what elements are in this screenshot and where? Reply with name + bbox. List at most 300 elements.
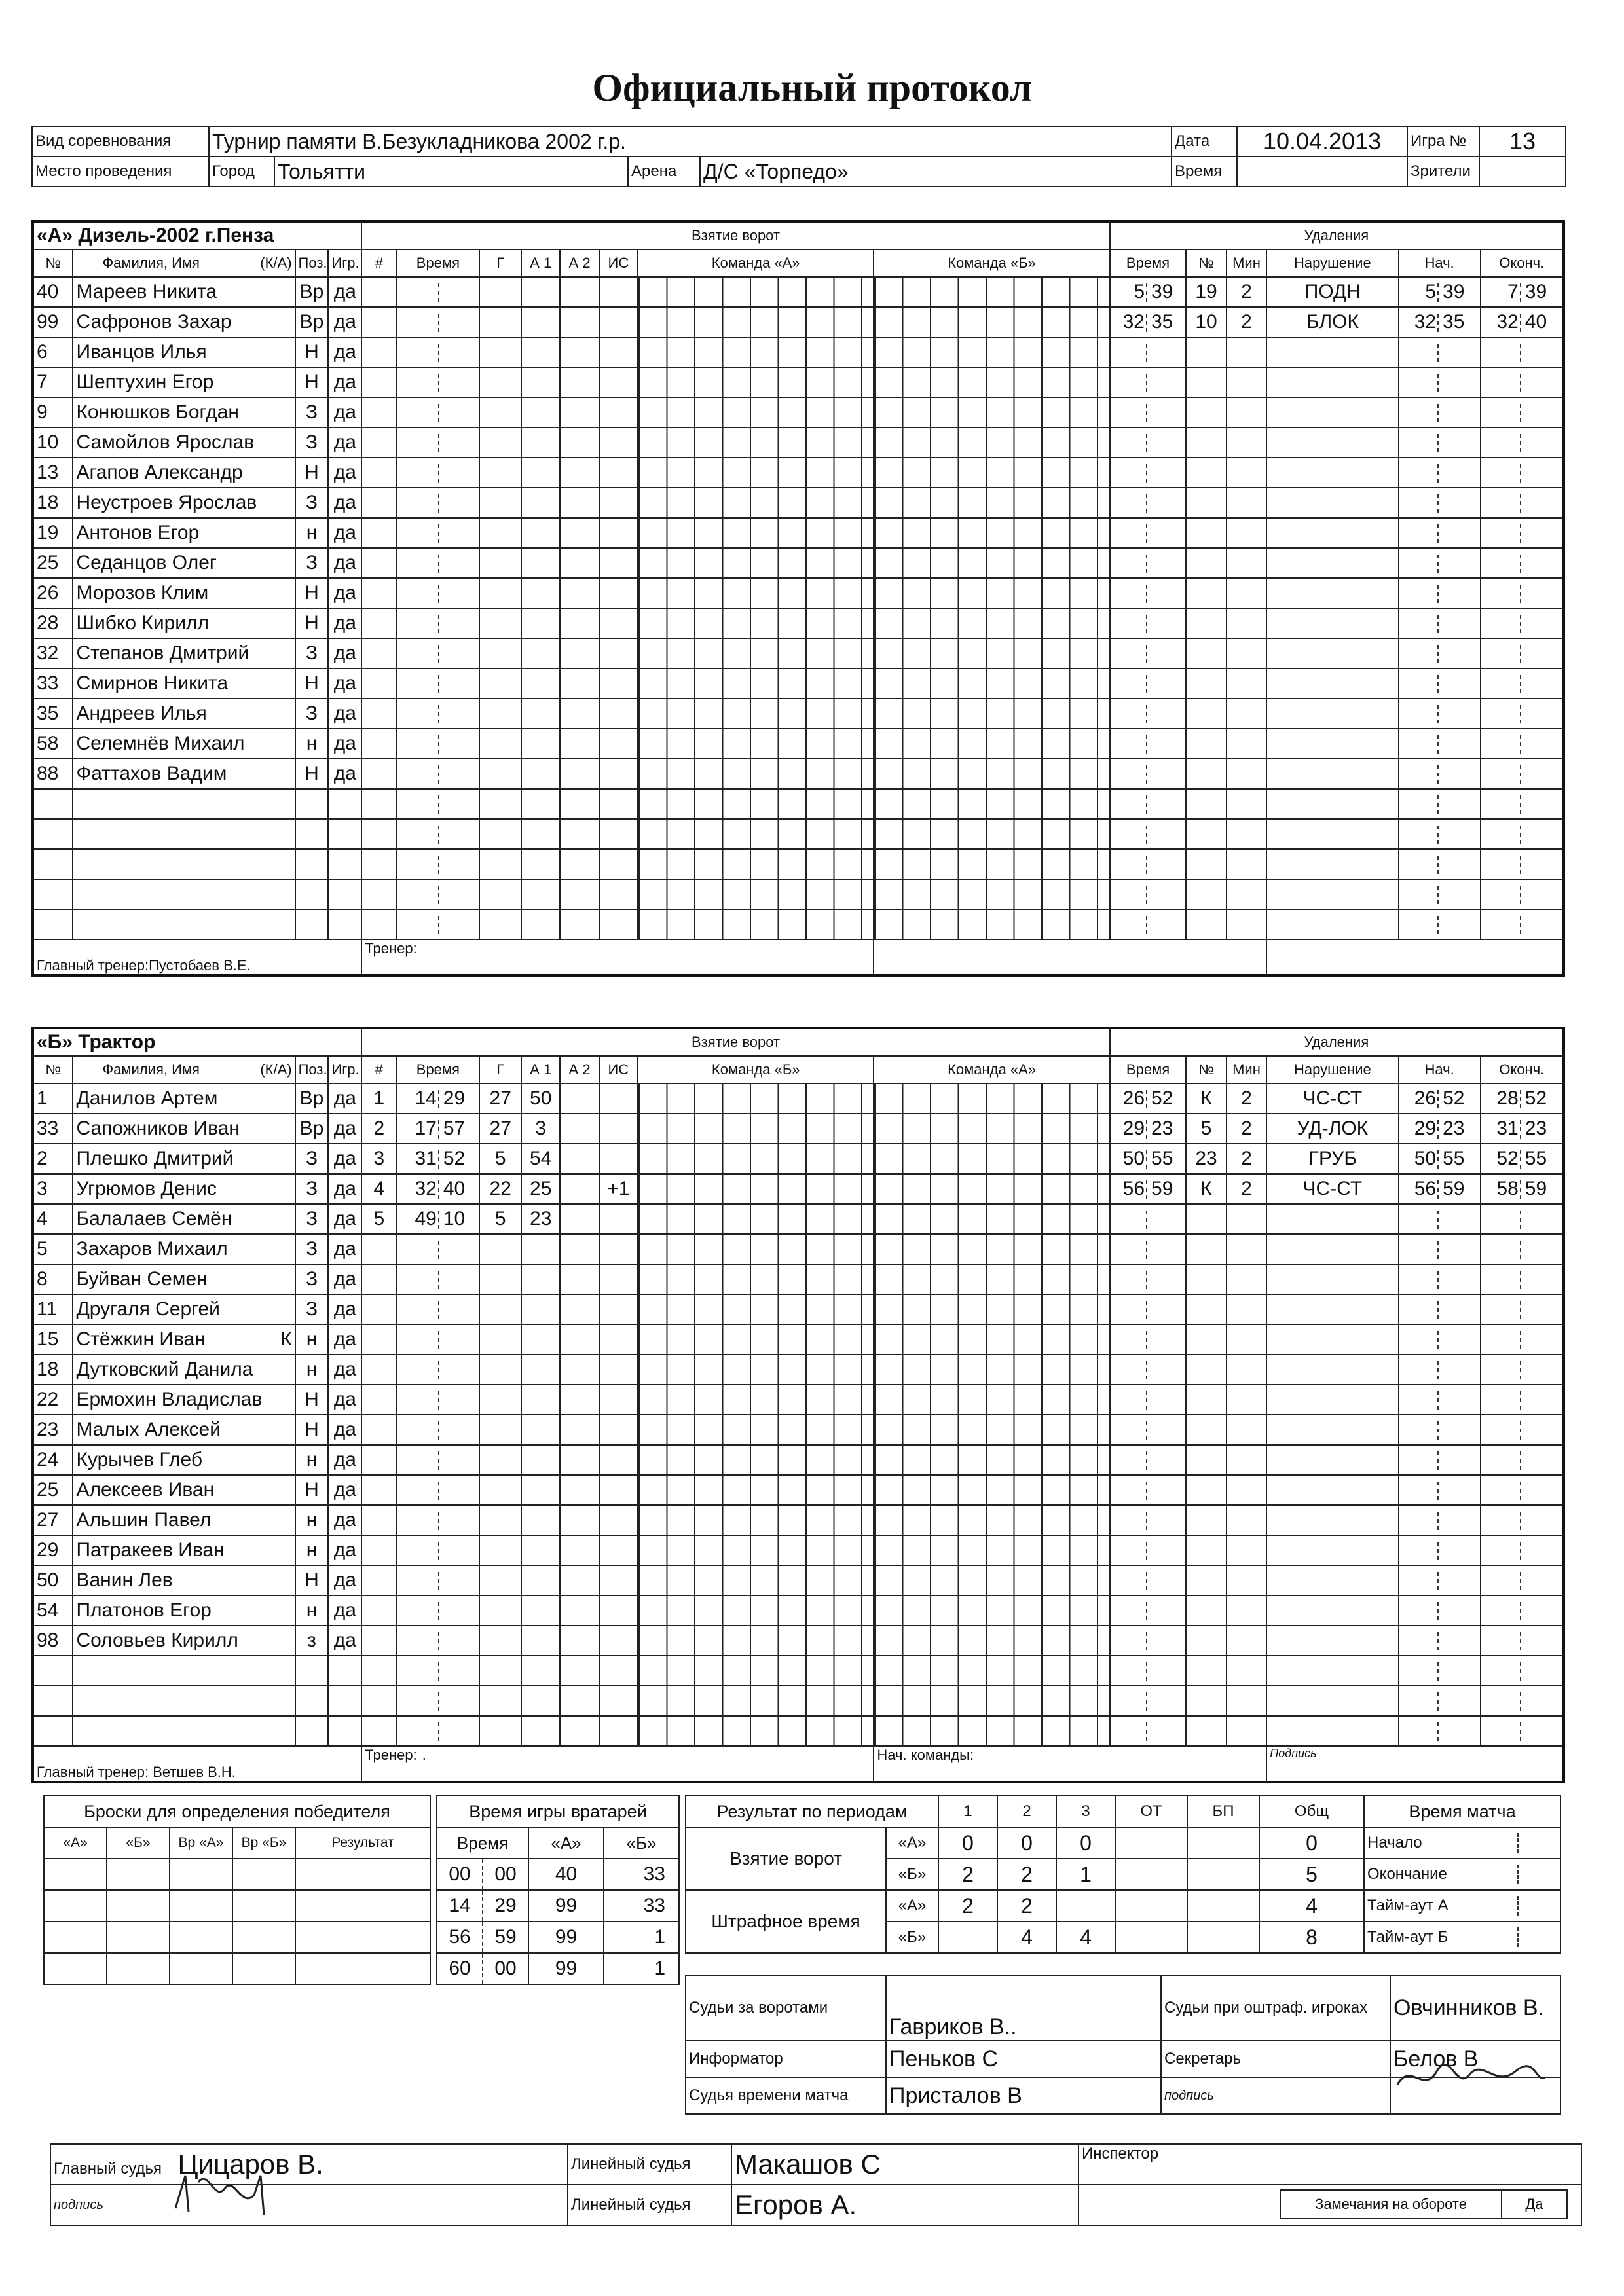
player-played: да (328, 1084, 361, 1114)
team-first-onice (638, 578, 874, 608)
onice-grid (874, 1114, 1109, 1143)
shootout-cell (44, 1953, 107, 1984)
table-row (33, 1595, 1564, 1626)
time-separator (1520, 1361, 1524, 1379)
time-separator (1437, 1090, 1441, 1108)
shootout-cell (107, 1890, 170, 1922)
time-separator (1146, 1301, 1150, 1319)
player-played (328, 1656, 361, 1686)
penalty-time (1110, 1114, 1187, 1144)
player-ka (240, 337, 295, 367)
goal-assist2 (560, 1595, 599, 1626)
time-separator (1146, 1421, 1150, 1440)
player-pos (295, 909, 329, 939)
penalty-minutes (1227, 1595, 1266, 1626)
goal-no (361, 819, 396, 849)
penalty-start (1399, 1174, 1481, 1204)
penalty-minutes (1227, 458, 1266, 488)
penalty-end (1481, 759, 1564, 789)
goal-assist1 (521, 1716, 560, 1746)
secretary-signature (1391, 2058, 1548, 2098)
player-ka (240, 759, 295, 789)
team_a-header-pen-min: Мин (1227, 249, 1266, 277)
period-value (1187, 1827, 1259, 1859)
onice-grid (874, 1355, 1109, 1384)
goal-assist1 (521, 458, 560, 488)
onice-grid (874, 1626, 1109, 1655)
penalty-end (1481, 1324, 1564, 1355)
team_b-header-pen-no: № (1186, 1056, 1226, 1084)
team-first-onice (638, 1355, 874, 1385)
penalty-player-no: 19 (1186, 277, 1226, 307)
penalty-time (1110, 1415, 1187, 1445)
penalty-start (1399, 397, 1481, 428)
team-first-onice (638, 1626, 874, 1656)
time-separator (1520, 1482, 1524, 1500)
penalty-violation (1266, 729, 1398, 759)
onice-grid (638, 1536, 873, 1565)
time-separator (1517, 1833, 1519, 1853)
penalty-time (1110, 1355, 1187, 1385)
team-first-onice (638, 909, 874, 939)
penalty-end-min: 52 (1496, 1148, 1519, 1169)
team_a-header-name-label: Фамилия, Имя (102, 255, 200, 271)
team_a-coach-label: Тренер: (365, 940, 417, 957)
penalty-judges-label: Судьи при оштраф. игроках (1161, 1975, 1390, 2041)
penalty-player-no (1186, 1355, 1226, 1385)
period-value: 2 (997, 1859, 1056, 1890)
penalty-end (1481, 1174, 1564, 1204)
player-name (73, 1656, 239, 1686)
goal-time (396, 458, 479, 488)
goal-assist1 (521, 1264, 560, 1294)
time-separator (1437, 826, 1441, 844)
player-pos (295, 879, 329, 909)
penalty-player-no (1186, 518, 1226, 548)
goal-assist1 (521, 518, 560, 548)
goal-assist2 (560, 1084, 599, 1114)
player-played: да (328, 668, 361, 699)
period-3-header: 3 (1056, 1796, 1115, 1827)
goal-time (396, 1595, 479, 1626)
player-name: Агапов Александр (73, 458, 239, 488)
player-played: да (328, 1324, 361, 1355)
secretary-signature-cell (1390, 2077, 1560, 2114)
goal-assist1 (521, 879, 560, 909)
player-name: Седанцов Олег (73, 548, 239, 578)
penalty-minutes (1227, 1415, 1266, 1445)
goal-scorer (479, 1324, 521, 1355)
player-name: Малых Алексей (73, 1415, 239, 1445)
goal-time (396, 608, 479, 638)
table-row (33, 1656, 1564, 1686)
onice-grid (638, 1084, 873, 1113)
shootout-cell (295, 1922, 430, 1953)
time-separator (1437, 464, 1441, 483)
player-pos: н (295, 1355, 329, 1385)
penalty-violation (1266, 548, 1398, 578)
player-pos: Н (295, 1565, 329, 1595)
period-value (1056, 1890, 1115, 1922)
goal-scorer (479, 759, 521, 789)
time-separator (1520, 916, 1524, 934)
goal-time (396, 879, 479, 909)
goal-assist1 (521, 1505, 560, 1535)
team-first-onice (638, 1324, 874, 1355)
period-value: 4 (1259, 1890, 1364, 1922)
player-pos: Н (295, 1475, 329, 1505)
penalty-player-no (1186, 1565, 1226, 1595)
goal-scorer (479, 879, 521, 909)
player-no: 13 (33, 458, 73, 488)
time-separator (1520, 705, 1524, 723)
time-separator (1146, 555, 1150, 573)
time-separator (1437, 856, 1441, 874)
penalty-minutes: 2 (1227, 1144, 1266, 1174)
player-played: да (328, 548, 361, 578)
player-name: Курычев Глеб (73, 1445, 239, 1475)
penalty-end-min: 7 (1507, 281, 1519, 302)
penalty-end (1481, 1626, 1564, 1656)
period-value: 1 (1056, 1859, 1115, 1890)
time-separator (438, 615, 442, 633)
player-no: 25 (33, 1475, 73, 1505)
time-separator (1146, 1602, 1150, 1620)
match-time-value (1495, 1922, 1560, 1953)
time-separator (1146, 645, 1150, 663)
time-separator (438, 765, 442, 784)
team-second-onice (874, 729, 1109, 759)
goal-assist1: 25 (521, 1174, 560, 1204)
penalty-end-min: 58 (1496, 1178, 1519, 1199)
table-row (33, 1535, 1564, 1565)
player-played: да (328, 1475, 361, 1505)
penalty-minutes (1227, 578, 1266, 608)
goal-time (396, 1686, 479, 1716)
time-separator (1146, 404, 1150, 422)
goal-no (361, 1505, 396, 1535)
goal-time-min: 32 (415, 1178, 437, 1199)
penalty-time (1110, 729, 1187, 759)
goal-situation (599, 1264, 638, 1294)
player-name: Плешко Дмитрий (73, 1144, 239, 1174)
team-second-onice (874, 277, 1109, 307)
time-separator (1520, 1180, 1524, 1199)
penalty-end (1481, 1475, 1564, 1505)
goal-no (361, 518, 396, 548)
goal-situation (599, 789, 638, 819)
team-second-onice (874, 668, 1109, 699)
period-value: 2 (997, 1890, 1056, 1922)
table-row (33, 337, 1564, 367)
penalty-time (1110, 789, 1187, 819)
penalty-end (1481, 1144, 1564, 1174)
onice-grid (874, 820, 1109, 848)
time-separator (1146, 464, 1150, 483)
referee-label: Главный судья (54, 2160, 162, 2178)
onice-grid (874, 1235, 1109, 1264)
table-row (686, 1890, 1364, 1922)
player-no: 99 (33, 307, 73, 337)
time-separator (1520, 795, 1524, 814)
player-ka (240, 1716, 295, 1746)
goal-situation (599, 1415, 638, 1445)
goalie-time-min: 56 (437, 1922, 483, 1953)
goal-situation (599, 1656, 638, 1686)
shootout-col: Результат (295, 1827, 430, 1859)
team_a-header-time: Время (396, 249, 479, 277)
penalty-end (1481, 1716, 1564, 1746)
team-first-onice (638, 1264, 874, 1294)
penalty-minutes (1227, 789, 1266, 819)
table-row (44, 1859, 430, 1890)
time-separator (1437, 1361, 1441, 1379)
penalty-start (1399, 1294, 1481, 1324)
team-second-onice (874, 397, 1109, 428)
team_a-header-is: ИС (599, 249, 638, 277)
penalty-end (1481, 1294, 1564, 1324)
team_a-roster-table (31, 220, 1565, 977)
onice-grid (638, 1114, 873, 1143)
onice-grid (638, 338, 873, 367)
goal-situation (599, 578, 638, 608)
player-name: Стёжкин Иван (73, 1324, 239, 1355)
goal-time (396, 1716, 479, 1746)
penalty-end (1481, 608, 1564, 638)
goal-assist2 (560, 1264, 599, 1294)
goal-assist2 (560, 1174, 599, 1204)
goal-situation (599, 1445, 638, 1475)
time-separator (1146, 434, 1150, 452)
team_a-header-pos: Поз. (295, 249, 329, 277)
onice-grid (874, 669, 1109, 698)
table-row (33, 668, 1564, 699)
time-separator (1520, 555, 1524, 573)
table-row (33, 759, 1564, 789)
player-no: 8 (33, 1264, 73, 1294)
time-separator (1437, 795, 1441, 814)
penalty-start-sec: 55 (1443, 1148, 1465, 1169)
onice-grid (638, 1144, 873, 1173)
team-first-onice (638, 819, 874, 849)
player-no (33, 789, 73, 819)
team-first-onice (638, 548, 874, 578)
player-pos (295, 1686, 329, 1716)
goal-time (396, 1505, 479, 1535)
goal-scorer (479, 548, 521, 578)
time-separator (438, 585, 442, 603)
goal-assist1 (521, 277, 560, 307)
onice-grid (874, 1265, 1109, 1294)
penalty-violation (1266, 638, 1398, 668)
goal-assist1 (521, 367, 560, 397)
penalty-start (1399, 1505, 1481, 1535)
goal-time-sec: 57 (443, 1118, 466, 1139)
goal-scorer: 5 (479, 1144, 521, 1174)
player-no (33, 909, 73, 939)
penalty-violation (1266, 367, 1398, 397)
penalty-player-no: К (1186, 1174, 1226, 1204)
goal-time (396, 1535, 479, 1565)
player-name: Сафронов Захар (73, 307, 239, 337)
penalty-violation (1266, 699, 1398, 729)
penalty-player-no (1186, 909, 1226, 939)
goal-situation (599, 1595, 638, 1626)
player-no: 54 (33, 1595, 73, 1626)
table-row (33, 1204, 1564, 1234)
goal-scorer (479, 1294, 521, 1324)
player-no: 88 (33, 759, 73, 789)
time-separator (1146, 1572, 1150, 1590)
time-separator (438, 1451, 442, 1470)
player-ka (240, 1445, 295, 1475)
player-no: 24 (33, 1445, 73, 1475)
time-separator (1146, 1120, 1150, 1139)
player-name: Буйван Семен (73, 1264, 239, 1294)
player-pos: н (295, 1324, 329, 1355)
match-time-title: Время матча (1364, 1796, 1560, 1827)
penalty-minutes (1227, 1535, 1266, 1565)
time-separator (1146, 856, 1150, 874)
time-separator (1520, 826, 1524, 844)
penalty-minutes (1227, 518, 1266, 548)
player-ka (240, 608, 295, 638)
player-played: да (328, 638, 361, 668)
period-value (1115, 1827, 1187, 1859)
player-name: Степанов Дмитрий (73, 638, 239, 668)
time-separator (438, 1662, 442, 1681)
shootout-cell (232, 1890, 295, 1922)
player-played: да (328, 1595, 361, 1626)
goal-situation (599, 1144, 638, 1174)
time-separator (438, 1722, 442, 1741)
goal-assist1 (521, 1626, 560, 1656)
onice-grid (638, 1506, 873, 1535)
time-separator (1146, 524, 1150, 543)
team-second-onice (874, 307, 1109, 337)
goal-situation (599, 1686, 638, 1716)
penalty-time (1110, 638, 1187, 668)
onice-grid (638, 790, 873, 818)
onice-grid (638, 1235, 873, 1264)
onice-grid (638, 579, 873, 608)
penalty-start-min: 26 (1414, 1087, 1437, 1109)
goal-assist2 (560, 1234, 599, 1264)
table-row (33, 1415, 1564, 1445)
shootout-cell (170, 1922, 232, 1953)
penalty-time (1110, 428, 1187, 458)
team_b-header-pen-time: Время (1110, 1056, 1187, 1084)
time-separator (1437, 916, 1441, 934)
player-name (73, 1716, 239, 1746)
match-time-item: Окончание (1364, 1859, 1495, 1890)
goal-scorer (479, 789, 521, 819)
period-value (1187, 1890, 1259, 1922)
goal-time (396, 428, 479, 458)
player-name: Антонов Егор (73, 518, 239, 548)
onice-grid (874, 1446, 1109, 1474)
penalty-violation (1266, 1355, 1398, 1385)
team_b-head-coach: Главный тренер: Ветшев В.Н. (33, 1746, 361, 1782)
player-pos: Вр (295, 307, 329, 337)
penalty-time-min: 26 (1122, 1087, 1145, 1109)
player-no: 25 (33, 548, 73, 578)
penalty-time (1110, 1716, 1187, 1746)
table-row (33, 367, 1564, 397)
player-ka (240, 1686, 295, 1716)
penalty-end (1481, 729, 1564, 759)
time-separator (438, 1632, 442, 1650)
player-name (73, 849, 239, 879)
penalty-time (1110, 458, 1187, 488)
penalty-time (1110, 337, 1187, 367)
table-row (686, 1827, 1364, 1859)
player-no (33, 819, 73, 849)
onice-grid (638, 699, 873, 728)
time-separator (438, 1271, 442, 1289)
time-separator (1146, 1482, 1150, 1500)
period-penalty-label: Штрафное время (686, 1890, 886, 1953)
penalty-end (1481, 1385, 1564, 1415)
player-no (33, 1716, 73, 1746)
penalty-start-sec: 39 (1443, 281, 1465, 302)
goal-time (396, 518, 479, 548)
penalty-violation (1266, 1264, 1398, 1294)
goal-assist1 (521, 307, 560, 337)
onice-grid (874, 1476, 1109, 1504)
goal-situation (599, 1204, 638, 1234)
player-played: да (328, 1294, 361, 1324)
player-pos: З (295, 1234, 329, 1264)
penalty-start (1399, 1234, 1481, 1264)
player-no: 98 (33, 1626, 73, 1656)
team_a-coach-cell (361, 939, 874, 975)
penalty-time (1110, 879, 1187, 909)
goal-scorer (479, 518, 521, 548)
goalie-time-title: Время игры вратарей (437, 1796, 679, 1827)
team-second-onice (874, 488, 1109, 518)
goal-no: 2 (361, 1114, 396, 1144)
goal-no (361, 397, 396, 428)
penalty-end (1481, 488, 1564, 518)
penalty-time (1110, 1595, 1187, 1626)
penalty-violation (1266, 518, 1398, 548)
goal-assist1: 54 (521, 1144, 560, 1174)
time-separator (1520, 1241, 1524, 1259)
time-separator (1437, 494, 1441, 513)
goalie-time-min: 14 (437, 1890, 483, 1922)
player-played: да (328, 518, 361, 548)
time-separator (1437, 705, 1441, 723)
onice-grid (874, 1415, 1109, 1444)
player-pos: З (295, 397, 329, 428)
onice-grid (638, 1415, 873, 1444)
team_b-header-ka: (К/А) (260, 1061, 292, 1078)
penalty-end (1481, 1234, 1564, 1264)
arena-value: Д/С «Торпедо» (703, 159, 849, 183)
player-ka (240, 1565, 295, 1595)
goal-situation (599, 1716, 638, 1746)
goal-scorer (479, 699, 521, 729)
time-separator (1146, 1331, 1150, 1349)
team-second-onice (874, 1565, 1109, 1595)
shootout-cell (170, 1859, 232, 1890)
goal-assist2 (560, 1686, 599, 1716)
table-row (437, 1890, 679, 1922)
team-first-onice (638, 1475, 874, 1505)
team-second-onice (874, 578, 1109, 608)
player-ka (240, 909, 295, 939)
